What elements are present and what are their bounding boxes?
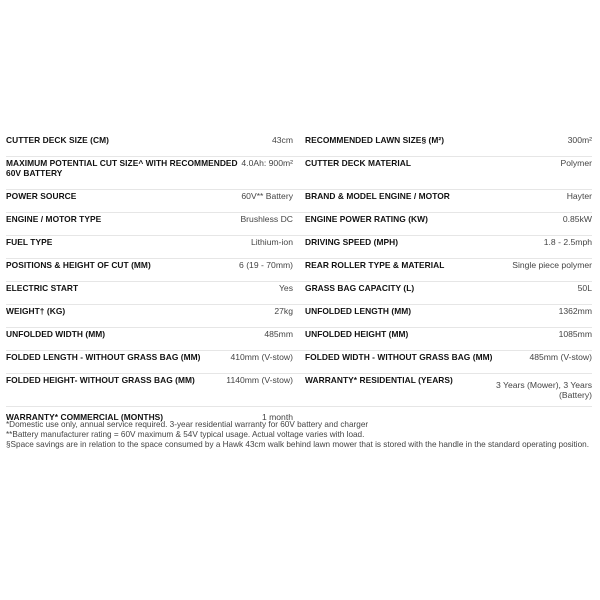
spec-cell xyxy=(6,328,299,339)
spec-value: 410mm (V-stow) xyxy=(230,352,293,362)
spec-cell xyxy=(6,157,299,178)
spec-label: UNFOLDED WIDTH (MM) xyxy=(6,329,106,339)
spec-value: Brushless DC xyxy=(240,214,293,224)
spec-value: 43cm xyxy=(271,135,293,145)
spec-value: Polymer xyxy=(560,158,592,168)
spec-label: POWER SOURCE xyxy=(6,191,77,201)
spec-label: ELECTRIC START xyxy=(6,283,79,293)
spec-cell xyxy=(299,190,592,201)
spec-value: 300m² xyxy=(567,135,592,145)
spec-cell xyxy=(6,134,299,145)
spec-row xyxy=(6,328,592,351)
spec-label: WEIGHT† (KG) xyxy=(6,306,66,316)
footnote: *Domestic use only, annual service required. 3-year residential warranty for 60V battery and charger xyxy=(6,420,369,429)
spec-cell xyxy=(6,282,299,293)
spec-value: 1.8 - 2.5mph xyxy=(543,237,592,247)
spec-label: UNFOLDED HEIGHT (MM) xyxy=(305,329,409,339)
spec-cell xyxy=(299,411,592,412)
spec-label: FUEL TYPE xyxy=(6,237,53,247)
footnotes xyxy=(6,420,592,450)
spec-table xyxy=(6,134,592,433)
footnote: **Battery manufacturer rating = 60V maximum & 54V typical usage. Actual voltage varies with load. xyxy=(6,430,365,439)
spec-cell xyxy=(6,236,299,247)
spec-row xyxy=(6,213,592,236)
spec-cell xyxy=(299,236,592,247)
spec-label: CUTTER DECK MATERIAL xyxy=(305,158,411,168)
spec-cell xyxy=(299,374,592,400)
spec-value: 3 Years (Mower), 3 Years (Battery) xyxy=(495,380,592,400)
spec-cell xyxy=(299,259,592,270)
spec-label: ENGINE POWER RATING (KW) xyxy=(305,214,428,224)
spec-label: FOLDED LENGTH - WITHOUT GRASS BAG (MM) xyxy=(6,352,201,362)
spec-value: 50L xyxy=(577,283,592,293)
spec-value: Yes xyxy=(278,283,293,293)
spec-cell xyxy=(299,351,592,362)
spec-value: 0.85kW xyxy=(562,214,592,224)
spec-label xyxy=(305,411,592,412)
footnote: §Space savings are in relation to the space consumed by a Hawk 43cm walk behind lawn mower that is stored with the handle in the standard operating position. xyxy=(6,440,590,449)
spec-label: FOLDED HEIGHT- WITHOUT GRASS BAG (MM) xyxy=(6,375,195,385)
spec-value: Lithium-ion xyxy=(250,237,293,247)
spec-row xyxy=(6,157,592,190)
spec-cell xyxy=(6,190,299,201)
spec-label: CUTTER DECK SIZE (CM) xyxy=(6,135,109,145)
spec-value: 1362mm xyxy=(558,306,592,316)
spec-row xyxy=(6,190,592,213)
spec-row xyxy=(6,282,592,305)
spec-row xyxy=(6,259,592,282)
spec-label: WARRANTY* RESIDENTIAL (YEARS) xyxy=(305,375,453,385)
spec-value: 485mm xyxy=(264,329,293,339)
spec-label: GRASS BAG CAPACITY (L) xyxy=(305,283,415,293)
spec-value: 27kg xyxy=(274,306,293,316)
spec-cell xyxy=(299,134,592,145)
spec-value: 1140mm (V-stow) xyxy=(226,375,293,385)
spec-cell xyxy=(6,374,299,385)
spec-value: 1 month xyxy=(261,412,293,422)
spec-cell xyxy=(299,282,592,293)
spec-label: WARRANTY* COMMERCIAL (MONTHS) xyxy=(6,412,164,422)
spec-value: 485mm (V-stow) xyxy=(529,352,592,362)
spec-label: POSITIONS & HEIGHT OF CUT (MM) xyxy=(6,260,151,270)
spec-cell xyxy=(6,351,299,362)
spec-value: 6 (19 - 70mm) xyxy=(239,260,293,270)
spec-label: FOLDED WIDTH - WITHOUT GRASS BAG (MM) xyxy=(305,352,493,362)
spec-label: DRIVING SPEED (MPH) xyxy=(305,237,399,247)
spec-row xyxy=(6,305,592,328)
spec-cell xyxy=(299,305,592,316)
spec-row xyxy=(6,374,592,407)
spec-cell xyxy=(299,213,592,224)
spec-cell xyxy=(6,213,299,224)
spec-cell xyxy=(299,328,592,339)
spec-label: REAR ROLLER TYPE & MATERIAL xyxy=(305,260,445,270)
spec-value: 60V** Battery xyxy=(241,191,293,201)
spec-cell xyxy=(6,259,299,270)
spec-label: BRAND & MODEL ENGINE / MOTOR xyxy=(305,191,450,201)
spec-label: UNFOLDED LENGTH (MM) xyxy=(305,306,412,316)
spec-value: Hayter xyxy=(566,191,592,201)
spec-value: Single piece polymer xyxy=(512,260,592,270)
spec-value: 1085mm xyxy=(558,329,592,339)
spec-label: ENGINE / MOTOR TYPE xyxy=(6,214,102,224)
spec-cell xyxy=(6,305,299,316)
spec-value: 4.0Ah: 900m² xyxy=(241,158,293,168)
spec-label: MAXIMUM POTENTIAL CUT SIZE^ WITH RECOMMENDED 60V BATTERY xyxy=(6,158,238,178)
spec-row xyxy=(6,351,592,374)
spec-row xyxy=(6,134,592,157)
spec-row xyxy=(6,236,592,259)
spec-label: RECOMMENDED LAWN SIZE§ (M²) xyxy=(305,135,445,145)
spec-cell xyxy=(299,157,592,168)
